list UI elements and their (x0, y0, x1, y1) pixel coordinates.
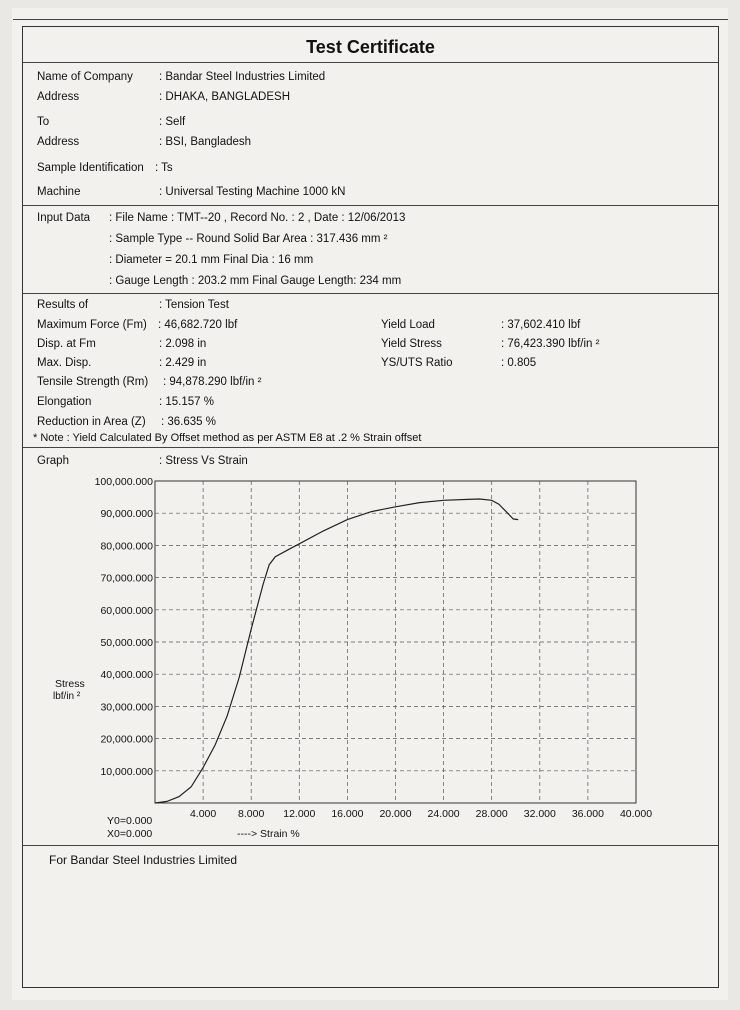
results-value: : Tension Test (159, 299, 229, 311)
recipient-address-value: : BSI, Bangladesh (159, 136, 252, 148)
sample-id-label: Sample Identification (37, 162, 144, 174)
yield-load-value: : 37,602.410 lbf (501, 319, 581, 331)
x-tick-label: 32.000 (523, 808, 556, 820)
y-tick-label: 30,000.000 (100, 701, 153, 714)
stress-strain-chart (23, 467, 718, 847)
elongation-value: : 15.157 % (159, 396, 214, 408)
y-tick-label: 80,000.000 (100, 540, 153, 553)
top-border (13, 19, 728, 20)
x-tick-label: 12.000 (283, 808, 316, 820)
x0-label: X0=0.000 (107, 828, 153, 840)
yield-stress-label: Yield Stress (381, 338, 442, 350)
address-label: Address (37, 91, 80, 103)
x-tick-label: 28.000 (475, 808, 508, 820)
to-label: To (37, 116, 50, 128)
stress-axis-label: Stress (55, 678, 85, 690)
y-tick-label: 40,000.000 (100, 669, 153, 682)
input-data-label: Input Data (37, 212, 91, 224)
machine-value: : Universal Testing Machine 1000 kN (159, 186, 346, 198)
y-tick-label: 90,000.000 (100, 508, 153, 521)
max-disp-label: Max. Disp. (37, 357, 92, 369)
input-line-file: : File Name : TMT--20 , Record No. : 2 , Date : 12/06/2013 (109, 212, 406, 224)
ys-uts-value: : 0.805 (501, 357, 537, 369)
x-tick-label: 40.000 (619, 808, 653, 820)
max-disp-value: : 2.429 in (159, 357, 207, 369)
divider-graph (23, 447, 718, 448)
results-label: Results of (37, 299, 89, 311)
x-tick-label: 4.000 (189, 808, 217, 820)
divider-footer (23, 845, 718, 846)
y-tick-label: 10,000.000 (100, 765, 153, 778)
x-tick-label: 24.000 (427, 808, 460, 820)
tensile-strength-value: : 94,878.290 lbf/in ² (163, 376, 262, 388)
graph-label: Graph (37, 455, 69, 467)
x-tick-label: 20.000 (379, 808, 412, 820)
input-line-diameter: : Diameter = 20.1 mm Final Dia : 16 mm (109, 254, 314, 266)
y-tick-label: 20,000.000 (100, 733, 153, 746)
max-force-value: : 46,682.720 lbf (158, 319, 238, 331)
certificate-title: Test Certificate (306, 37, 435, 57)
reduction-area-value: : 36.635 % (161, 416, 216, 428)
input-line-gauge: : Gauge Length : 203.2 mm Final Gauge Length: 234 mm (109, 275, 402, 287)
divider-input (23, 205, 718, 206)
strain-axis-label: ----> Strain % (237, 828, 300, 840)
footer-signature-line: For Bandar Steel Industries Limited (49, 853, 238, 867)
yield-load-label: Yield Load (381, 319, 435, 331)
y-tick-label: 70,000.000 (100, 572, 153, 585)
reduction-area-label: Reduction in Area (Z) (37, 416, 146, 428)
divider-title (23, 62, 718, 63)
divider-results (23, 293, 718, 294)
yield-note: * Note : Yield Calculated By Offset method as per ASTM E8 at .2 % Strain offset (33, 432, 422, 444)
y-tick-label: 50,000.000 (100, 637, 153, 649)
disp-fm-value: : 2.098 in (159, 338, 207, 350)
company-label: Name of Company (37, 71, 133, 83)
x-tick-label: 16.000 (331, 808, 364, 820)
y-tick-label: 60,000.000 (100, 604, 153, 617)
max-force-label: Maximum Force (Fm) (37, 319, 147, 331)
input-line-sample: : Sample Type -- Round Solid Bar Area : 317.436 mm ² (109, 233, 388, 245)
machine-label: Machine (37, 186, 81, 198)
recipient-address-label: Address (37, 136, 80, 148)
y-tick-label: 100,000.000 (94, 476, 153, 488)
graph-title: : Stress Vs Strain (159, 455, 248, 467)
disp-fm-label: Disp. at Fm (37, 338, 96, 350)
y0-label: Y0=0.000 (107, 815, 153, 827)
company-value: : Bandar Steel Industries Limited (159, 71, 326, 83)
yield-stress-value: : 76,423.390 lbf/in ² (501, 338, 600, 350)
stress-axis-unit: lbf/in ² (53, 691, 81, 702)
x-tick-label: 36.000 (571, 808, 604, 820)
stress-strain-curve (155, 499, 518, 803)
elongation-label: Elongation (37, 396, 92, 408)
to-value: : Self (159, 116, 186, 128)
sample-id-value: : Ts (155, 162, 173, 174)
certificate-frame (22, 26, 719, 988)
tensile-strength-label: Tensile Strength (Rm) (37, 376, 149, 388)
ys-uts-label: YS/UTS Ratio (381, 357, 453, 369)
x-tick-label: 8.000 (238, 808, 265, 820)
address-value: : DHAKA, BANGLADESH (159, 91, 291, 103)
